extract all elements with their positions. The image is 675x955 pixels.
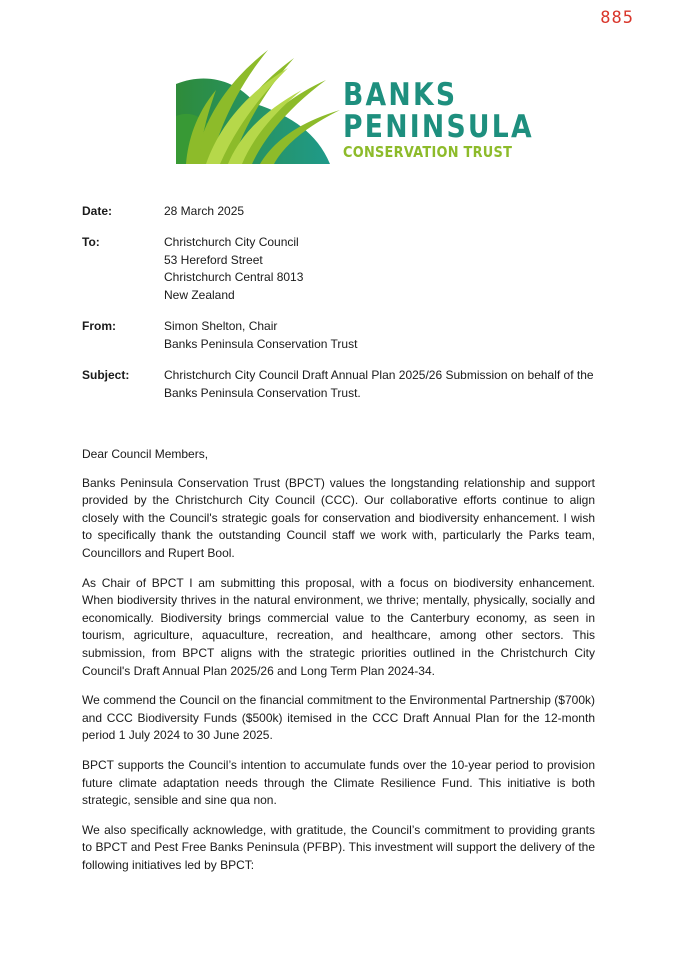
to-line: 53 Hereford Street bbox=[164, 252, 263, 267]
logo-line-peninsula: PENINSULA bbox=[343, 109, 534, 145]
paragraph-funding: We commend the Council on the financial commitment to the Environmental Partnership ($700k) and CCC Biodiversity Funds ($500k) itemised in the CCC Draft Annual Plan for the 12-month period 1 July 2024 to 30 June 2025. bbox=[82, 693, 595, 743]
from-label: From: bbox=[82, 319, 116, 333]
letter-body bbox=[82, 446, 595, 886]
from-line: Banks Peninsula Conservation Trust bbox=[164, 336, 358, 351]
to-label: To: bbox=[82, 235, 100, 249]
logo-line-conservation-trust: CONSERVATION TRUST bbox=[343, 143, 513, 161]
to-line: Christchurch City Council bbox=[164, 235, 299, 249]
date-label: Date: bbox=[82, 204, 113, 218]
page-number: 885 bbox=[600, 8, 634, 28]
to-line: New Zealand bbox=[164, 287, 235, 302]
to-line: Christchurch Central 8013 bbox=[164, 270, 304, 284]
subject-line: Christchurch City Council Draft Annual Plan 2025/26 Submission on behalf of the bbox=[164, 368, 594, 382]
subject-label: Subject: bbox=[82, 368, 130, 382]
logo-line-banks: BANKS bbox=[343, 77, 458, 113]
date-value: 28 March 2025 bbox=[164, 204, 245, 218]
paragraph-relationship: Banks Peninsula Conservation Trust (BPCT) values the longstanding relationship and support provided by the Christchurch City Council (CCC). Our collaborative efforts continue to align closely with the Council's strategic goals for conservation and biodiversity enhancement. I wish to specifically thank the outstanding Council staff we work with, particularly the Parks team, Councillors and Rupert Bool. bbox=[82, 475, 595, 560]
subject-line: Banks Peninsula Conservation Trust. bbox=[164, 385, 361, 400]
paragraph-climate-fund: BPCT supports the Council’s intention to accumulate funds over the 10-year period to provision future climate adaptation needs through the Climate Resilience Fund. This initiative is both strategic, sensible and sine qua non. bbox=[82, 757, 595, 808]
greeting: Dear Council Members, bbox=[82, 447, 209, 461]
grass-hill-logo-icon bbox=[176, 44, 346, 168]
paragraph-biodiversity: As Chair of BPCT I am submitting this proposal, with a focus on biodiversity enhancement. When biodiversity thrives in the natural environment, we thrive; mentally, physically, socially and economically. Biodiversity brings commercial value to the Canterbury economy, as seen in tourism, agriculture, aquaculture, recreation, and healthcare, among other sectors. This submission, from BPCT aligns with the strategic priorities outlined in the Christchurch City Council's Draft Annual Plan 2025/26 and Long Term Plan 2024-34. bbox=[82, 575, 595, 678]
bpct-logo bbox=[176, 44, 534, 168]
from-line: Simon Shelton, Chair bbox=[164, 319, 278, 333]
paragraph-grants: We also specifically acknowledge, with gratitude, the Council’s commitment to providing grants to BPCT and Pest Free Banks Peninsula (PFBP). This investment will support the delivery of the following initiatives led by BPCT: bbox=[82, 822, 595, 872]
